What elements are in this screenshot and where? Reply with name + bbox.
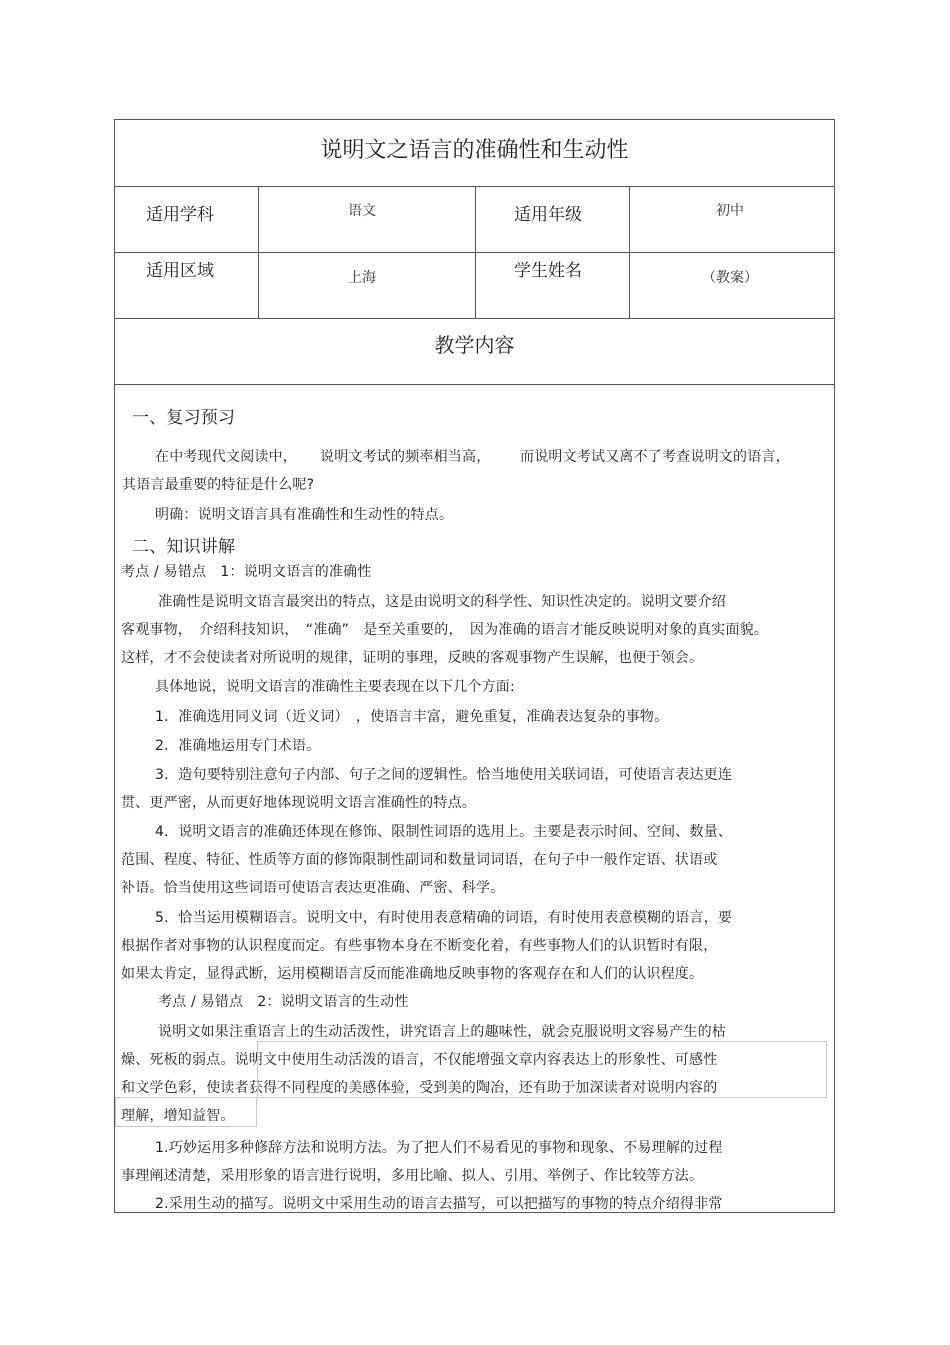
- list-item: 如果太肯定，显得武断，运用模糊语言反而能准确地反映事物的客观存在和人们的认识程度。: [121, 966, 704, 982]
- subject-label: 适用学科: [146, 205, 214, 225]
- paragraph-line: 客观事物， 介绍科技知识， “准确” 是至关重要的， 因为准确的语言才能反映说明对象的真实面貌。: [121, 622, 769, 638]
- table-divider: [258, 186, 259, 318]
- list-item: 1．准确选用同义词（近义词） ，使语言丰富，避免重复，准确表达复杂的事物。: [155, 709, 669, 725]
- section-title: 教学内容: [434, 333, 515, 357]
- list-item: 2．准确地运用专门术语。: [155, 738, 321, 754]
- grade-label: 适用年级: [514, 205, 582, 225]
- document-title: 说明文之语言的准确性和生动性: [320, 138, 629, 163]
- grade-value: 初中: [716, 203, 744, 219]
- table-divider: [114, 318, 835, 319]
- paragraph-line: 明确：说明文语言具有准确性和生动性的特点。: [155, 507, 454, 523]
- paragraph-line: 这样，才不会使读者对所说明的规律，证明的事理，反映的客观事物产生误解，也便于领会。: [121, 650, 704, 666]
- table-divider: [629, 186, 630, 318]
- point-heading: 考点 / 易错点 2：说明文语言的生动性: [158, 994, 409, 1010]
- subject-value: 语文: [348, 203, 376, 219]
- student-value: （教案）: [702, 270, 758, 286]
- region-value: 上海: [348, 270, 376, 286]
- list-item: 事理阐述清楚，采用形象的语言进行说明，多用比喻、拟人、引用、举例子、作比较等方法。: [121, 1168, 704, 1184]
- paragraph-line: 在中考现代文阅读中，: [155, 449, 297, 465]
- paragraph-line: 燥、死板的弱点。说明文中使用生动活泼的语言，不仅能增强文章内容表达上的形象性、可感性: [121, 1052, 718, 1068]
- list-item: 3．造句要特别注意句子内部、句子之间的逻辑性。恰当地使用关联词语，可使语言表达更连: [155, 767, 733, 783]
- paragraph-line: 而说明文考试又离不了考查说明文的语言，: [520, 449, 790, 465]
- list-item: 1.巧妙运用多种修辞方法和说明方法。为了把人们不易看见的事物和现象、不易理解的过程: [155, 1140, 723, 1156]
- paragraph-line: 准确性是说明文语言最突出的特点，这是由说明文的科学性、知识性决定的。说明文要介绍: [158, 594, 726, 610]
- text-frame-box: [115, 1097, 257, 1127]
- paragraph-line: 说明文如果注重语言上的生动活泼性，讲究语言上的趣味性，就会克服说明文容易产生的枯: [158, 1024, 726, 1040]
- table-divider: [114, 384, 835, 385]
- paragraph-line: 理解，增知益智。: [121, 1108, 235, 1124]
- list-item: 5．恰当运用模糊语言。说明文中，有时使用表意精确的词语，有时使用表意模糊的语言，要: [155, 910, 733, 926]
- paragraph-line: 具体地说，说明文语言的准确性主要表现在以下几个方面:: [155, 679, 515, 695]
- text-frame-box: [257, 1041, 827, 1098]
- table-divider: [475, 186, 476, 318]
- list-item: 2.采用生动的描写。说明文中采用生动的语言去描写，可以把描写的事物的特点介绍得非常: [155, 1196, 723, 1212]
- list-item: 补语。恰当使用这些词语可使语言表达更准确、严密、科学。: [121, 880, 505, 896]
- list-item: 4．说明文语言的准确还体现在修饰、限制性词语的选用上。主要是表示时间、空间、数量、: [155, 824, 733, 840]
- list-item: 根据作者对事物的认识程度而定。有些事物本身在不断变化着，有些事物人们的认识暂时有限，: [121, 938, 718, 954]
- list-item: 贯、更严密，从而更好地体现说明文语言准确性的特点。: [121, 795, 476, 811]
- region-label: 适用区域: [146, 261, 214, 281]
- heading-review: 一、复习预习: [132, 408, 236, 428]
- point-heading: 考点 / 易错点 1：说明文语言的准确性: [121, 564, 372, 580]
- paragraph-line: 和文学色彩，使读者获得不同程度的美感体验，受到美的陶冶，还有助于加深读者对说明内容的: [121, 1080, 718, 1096]
- paragraph-line: 其语言最重要的特征是什么呢?: [122, 477, 315, 493]
- list-item: 范围、程度、特征、性质等方面的修饰限制性副词和数量词词语，在句子中一般作定语、状语或: [121, 852, 718, 868]
- student-label: 学生姓名: [514, 261, 582, 281]
- heading-knowledge: 二、知识讲解: [132, 537, 236, 557]
- paragraph-line: 说明文考试的频率相当高，: [320, 449, 491, 465]
